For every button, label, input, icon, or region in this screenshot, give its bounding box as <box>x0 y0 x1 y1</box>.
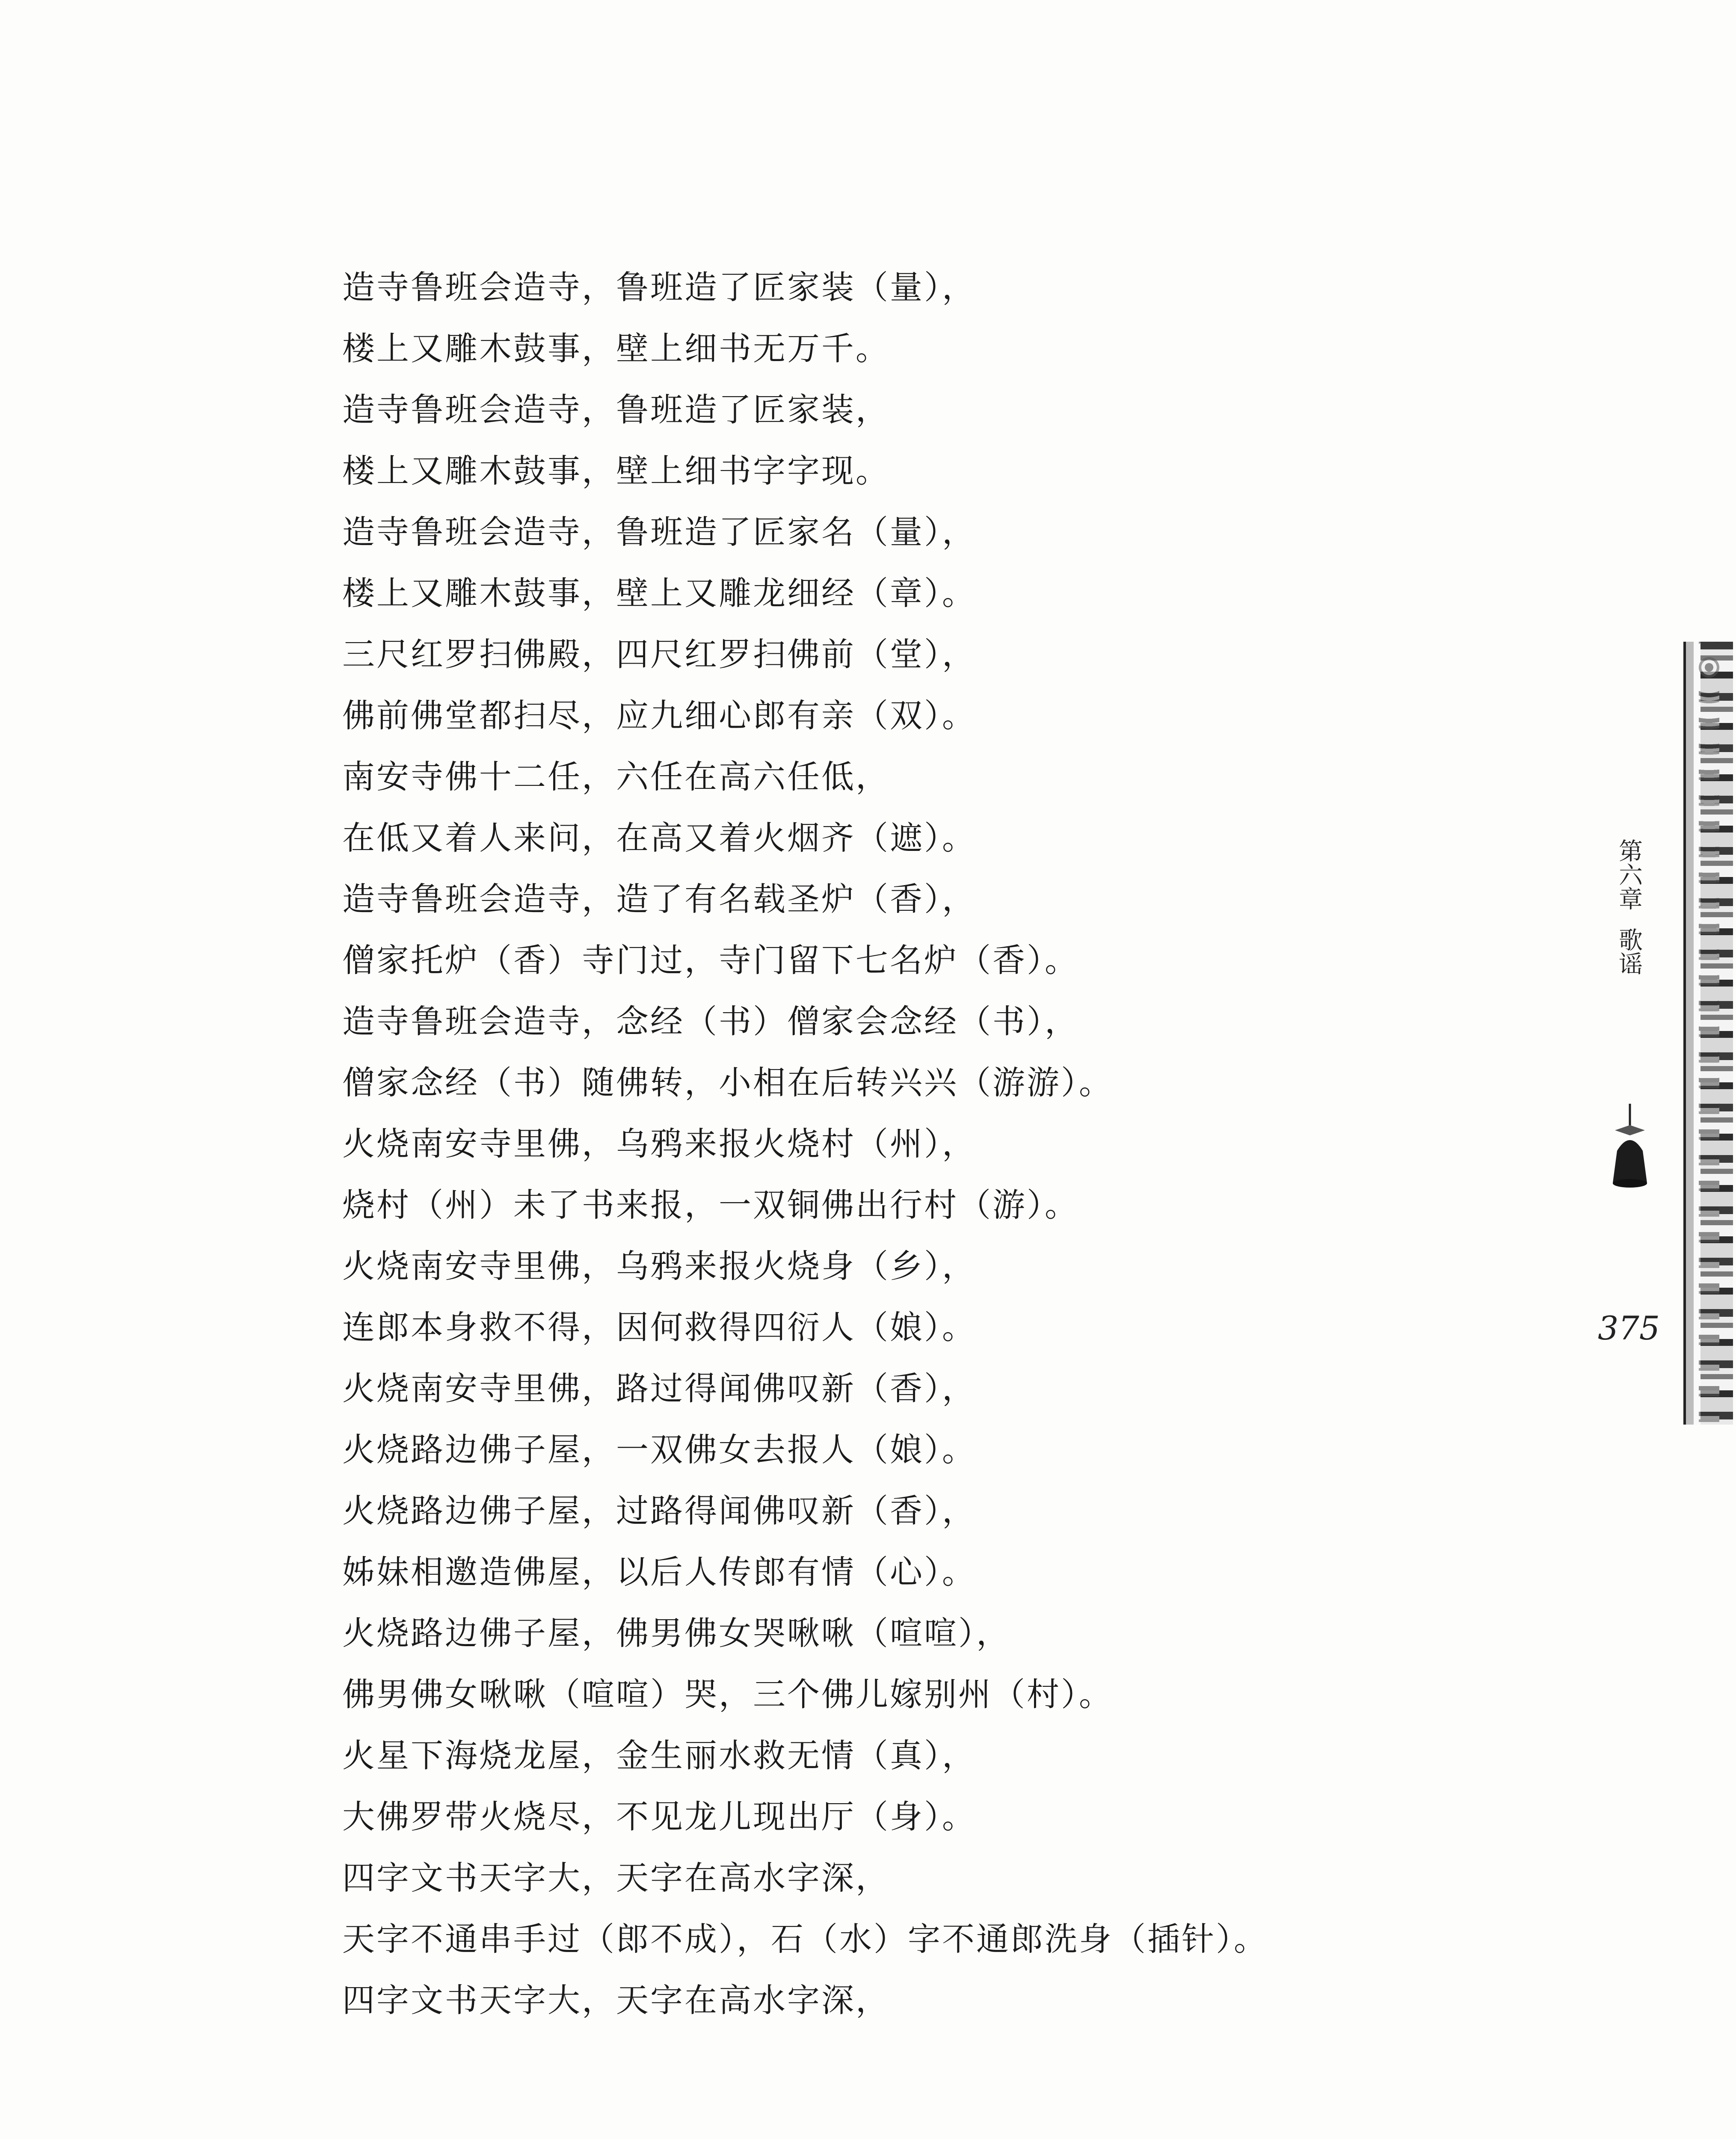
poem-line: 四字文书天字大，天字在高水字深， <box>342 1981 890 2019</box>
poem-line: 火烧南安寺里佛，乌鸦来报火烧身（乡）， <box>342 1247 976 1285</box>
page-number: 375 <box>1598 1309 1660 1347</box>
poem-line: 连郎本身救不得，因何救得四衍人（娘）。 <box>342 1308 976 1346</box>
poem-line: 火烧南安寺里佛，乌鸦来报火烧村（州）， <box>342 1125 976 1163</box>
poem-line: 佛男佛女啾啾（喧喧）哭，三个佛儿嫁别州（村）。 <box>342 1675 1113 1713</box>
poem-line: 火烧路边佛子屋，一双佛女去报人（娘）。 <box>342 1431 976 1469</box>
poem-line: 南安寺佛十二任，六任在高六任低， <box>342 758 890 796</box>
poem-line: 楼上又雕木鼓事，壁上细书无万千。 <box>342 329 890 367</box>
poem-line: 造寺鲁班会造寺，鲁班造了匠家装（量）， <box>342 268 976 306</box>
poem-line: 烧村（州）未了书来报，一双铜佛出行村（游）。 <box>342 1186 1079 1224</box>
poem-line: 佛前佛堂都扫尽，应九细心郎有亲（双）。 <box>342 696 976 735</box>
chapter-title: 歌谣 <box>1615 927 1643 975</box>
poem-line: 在低又着人来问，在高又着火烟齐（遮）。 <box>342 819 976 857</box>
chapter-number: 第六章 <box>1615 838 1643 910</box>
bell-icon <box>1606 1104 1653 1189</box>
poem-line: 姊妹相邀造佛屋，以后人传郎有情（心）。 <box>342 1553 976 1591</box>
poem-line: 天字不通串手过（郎不成），石（水）字不通郎洗身（插针）。 <box>342 1920 1268 1958</box>
poem-line: 造寺鲁班会造寺，鲁班造了匠家名（量）， <box>342 513 976 551</box>
poem-line: 造寺鲁班会造寺，造了有名载圣炉（香）， <box>342 880 976 918</box>
poem-text-block <box>342 257 1455 2031</box>
poem-line: 四字文书天字大，天字在高水字深， <box>342 1859 890 1897</box>
poem-line: 僧家念经（书）随佛转，小相在后转兴兴（游游）。 <box>342 1064 1113 1102</box>
poem-line: 火星下海烧龙屋，金生丽水救无情（真）， <box>342 1736 976 1775</box>
poem-line: 火烧南安寺里佛，路过得闻佛叹新（香）， <box>342 1369 976 1407</box>
chapter-label <box>1609 838 1648 975</box>
decorative-border <box>1683 642 1733 1425</box>
poem-line: 火烧路边佛子屋，过路得闻佛叹新（香）， <box>342 1492 976 1530</box>
poem-line: 大佛罗带火烧尽，不见龙儿现出厅（身）。 <box>342 1798 976 1836</box>
poem-line: 火烧路边佛子屋，佛男佛女哭啾啾（喧喧）， <box>342 1614 1010 1652</box>
poem-line: 楼上又雕木鼓事，壁上又雕龙细经（章）。 <box>342 574 976 612</box>
poem-line: 三尺红罗扫佛殿，四尺红罗扫佛前（堂）， <box>342 635 976 673</box>
poem-line: 僧家托炉（香）寺门过，寺门留下七名炉（香）。 <box>342 941 1079 979</box>
poem-line: 楼上又雕木鼓事，壁上细书字字现。 <box>342 452 890 490</box>
poem-line: 造寺鲁班会造寺，鲁班造了匠家装， <box>342 391 890 429</box>
poem-line: 造寺鲁班会造寺，念经（书）僧家会念经（书）， <box>342 1002 1079 1040</box>
